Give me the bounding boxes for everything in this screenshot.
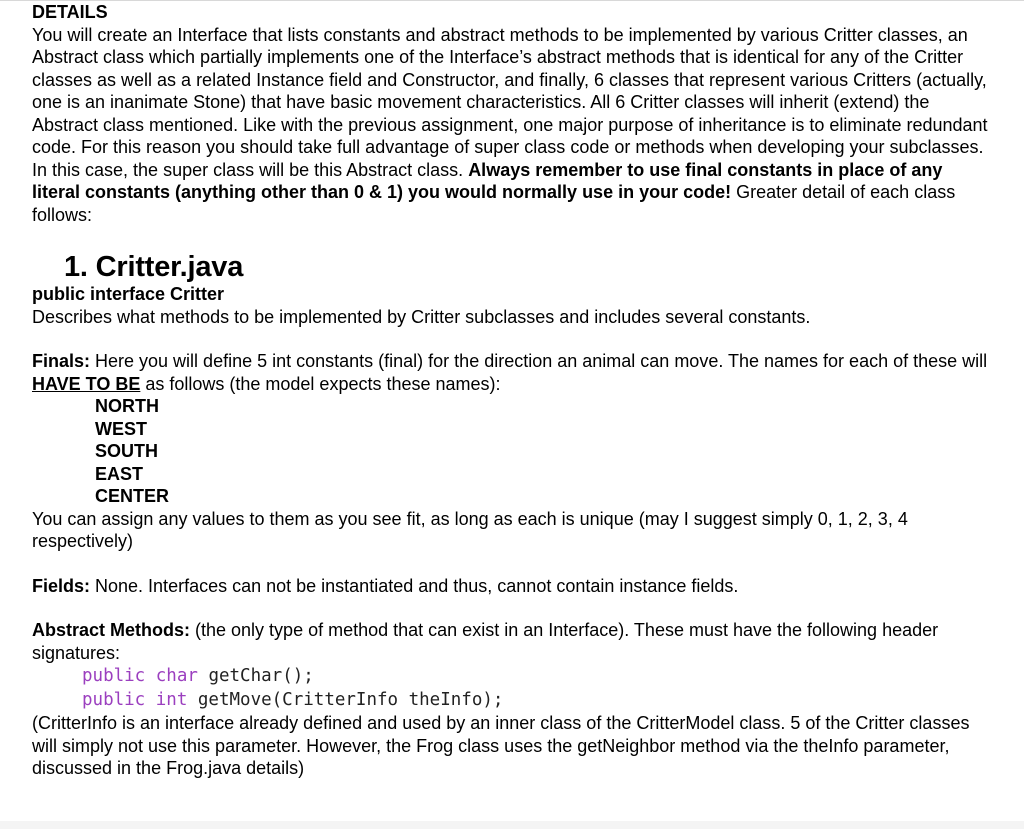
constant-south: SOUTH — [95, 441, 158, 461]
constant-west: WEST — [95, 418, 147, 439]
abstract-methods-text: (the only type of method that can exist in an Interface). These must have the following header signatures: — [32, 620, 939, 663]
code-rest: getMove(CritterInfo theInfo); — [187, 690, 504, 710]
intro-text-part2: Greater detail of each class follows: — [32, 182, 956, 225]
code-keyword: public char — [82, 666, 198, 686]
code-getchar-signature — [32, 664, 994, 688]
spacer — [32, 597, 994, 619]
interface-description: Describes what methods to be implemented by Critter subclasses and includes several constants. — [32, 306, 811, 327]
fields-paragraph — [32, 575, 994, 598]
bottom-border — [0, 821, 1024, 829]
spacer — [32, 553, 994, 575]
constant-east: EAST — [95, 463, 144, 484]
abstract-methods-paragraph — [32, 619, 994, 664]
finals-text-2: as follows (the model expects these names): — [140, 373, 501, 394]
finals-paragraph — [32, 350, 994, 395]
constant-north: NORTH — [95, 396, 159, 416]
finals-emphasis: HAVE TO BE — [32, 373, 141, 394]
spacer — [32, 328, 994, 350]
finals-note: You can assign any values to them as you see fit, as long as each is unique (may I suggest simply 0, 1, 2, 3, 4 respectively) — [32, 508, 908, 551]
code-keyword: public int — [82, 690, 188, 710]
fields-label: Fields: — [32, 575, 91, 596]
abstract-methods-label: Abstract Methods: — [32, 620, 191, 640]
code-getmove-signature — [32, 688, 994, 712]
details-intro — [32, 24, 994, 227]
finals-label: Finals: — [32, 351, 91, 371]
intro-bold-reminder: Always remember to use final constants in place of any literal constants (anything other than 0 & 1) you would normally use in your code! — [32, 159, 943, 202]
code-rest: getChar(); — [197, 666, 314, 686]
details-heading: DETAILS — [32, 2, 108, 22]
top-border — [0, 0, 1024, 1]
critterinfo-note: (CritterInfo is an interface already defined and used by an inner class of the CritterModel class. 5 of the Critter classes will simply not use this parameter. However, the Frog class uses the getNeighbor method via the theInfo parameter, discussed in the Frog.java details) — [32, 713, 970, 778]
fields-text: None. Interfaces can not be instantiated and thus, cannot contain instance fields. — [90, 575, 739, 596]
interface-declaration: public interface Critter — [32, 284, 225, 304]
section-title: 1. Critter.java — [64, 251, 244, 283]
finals-constant-list — [32, 395, 994, 508]
constant-center: CENTER — [95, 486, 170, 506]
finals-text-1: Here you will define 5 int constants (final) for the direction an animal can move. The names for each of these will — [90, 351, 988, 371]
intro-text-part1: You will create an Interface that lists constants and abstract methods to be implemented by various Critter classes, an Abstract class which partially implements one of the Interface’s abstract methods that is identical for any of the Critter classes as well as a related Instance field and Constructor, and finally, 6 classes that represent various Critters (actually, one is an inanimate Stone) that have basic movement characteristics. All 6 Critter classes will inherit (extend) the Abstract class mentioned. Like with the previous assignment, one major purpose of inheritance is to eliminate redundant code. For this reason you should take full advantage of super class code or methods when developing your subclasses. In this case, the super class will be this Abstract class. — [32, 24, 988, 180]
